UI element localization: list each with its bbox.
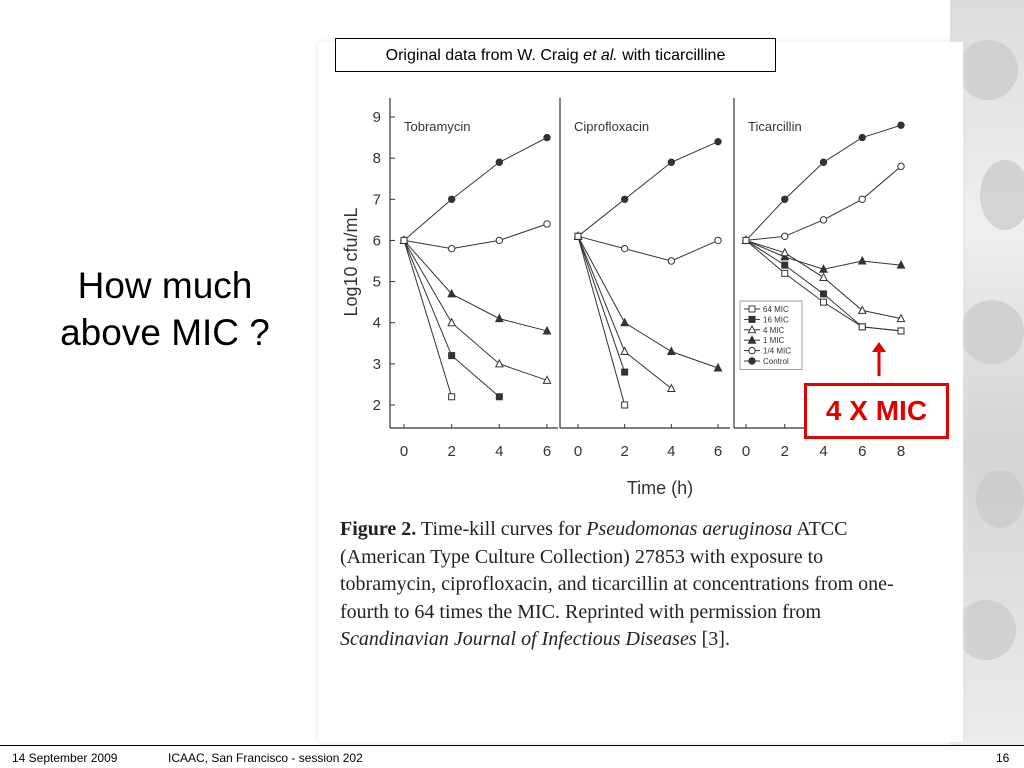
data-point <box>575 233 581 239</box>
x-tick-label: 0 <box>573 443 583 460</box>
data-point <box>621 245 627 251</box>
data-point <box>449 353 455 359</box>
source-note: Original data from W. Craig et al. with ticarcilline <box>335 38 776 72</box>
data-point <box>898 328 904 334</box>
data-point <box>544 134 550 140</box>
footer-date: 14 September 2009 <box>12 751 118 765</box>
y-tick-label: 7 <box>372 191 381 209</box>
data-point <box>749 306 755 312</box>
data-point <box>859 134 865 140</box>
data-point <box>448 319 455 326</box>
x-tick-label: 6 <box>542 443 552 460</box>
data-point <box>621 196 627 202</box>
data-point <box>782 233 788 239</box>
figure-caption: Figure 2. Time-kill curves for Pseudomonas aeruginosa ATCC (American Type Culture Collection) 27853 with exposure to tobramycin, ciprofloxacin, and ticarcillin at concentrations from one-fourth to 64 times the MIC. Reprinted with permission from Scandinavian Journal of Infectious Diseases [3]. <box>340 518 894 650</box>
panel-title-tobramycin: Tobramycin <box>404 119 471 134</box>
data-point <box>749 316 755 322</box>
data-point <box>621 348 628 355</box>
x-tick-label: 4 <box>819 443 828 460</box>
x-tick-label: 8 <box>896 443 906 460</box>
x-tick-label: 2 <box>620 443 629 460</box>
legend-entry-control: Control <box>763 357 789 366</box>
data-point <box>449 394 455 400</box>
x-tick-label: 0 <box>399 443 409 460</box>
series-line-4-mic <box>578 236 671 388</box>
legend-entry-1-mic: 1 MIC <box>763 336 785 346</box>
series-line-64-mic <box>404 240 452 396</box>
x-tick-label: 2 <box>447 443 456 460</box>
data-point <box>859 196 865 202</box>
data-point <box>496 394 502 400</box>
y-tick-label: 8 <box>372 150 381 168</box>
footer-divider <box>0 745 1024 746</box>
data-point <box>898 163 904 169</box>
data-point <box>668 159 674 165</box>
y-tick-label: 9 <box>372 109 381 126</box>
data-point <box>743 237 749 243</box>
data-point <box>715 138 721 144</box>
legend-entry-64-mic: 64 MIC <box>763 305 789 314</box>
x-axis-label: Time (h) <box>626 478 694 498</box>
data-point <box>820 273 827 280</box>
data-point <box>401 237 407 243</box>
x-tick-label: 4 <box>667 443 676 460</box>
data-point <box>821 291 827 297</box>
data-point <box>898 122 904 128</box>
question-line-2: above MIC ? <box>60 312 270 353</box>
data-point <box>820 159 826 165</box>
series-line-1-4-mic <box>578 236 718 261</box>
series-line-64-mic <box>578 236 625 405</box>
y-tick-label: 2 <box>372 397 381 414</box>
data-point <box>668 385 675 392</box>
x-tick-label: 6 <box>858 443 867 460</box>
callout-4x-mic: 4 X MIC <box>804 383 949 439</box>
arrow-up-icon <box>871 342 887 376</box>
x-tick-label: 4 <box>495 443 504 460</box>
data-point <box>821 299 827 305</box>
data-point <box>749 347 755 353</box>
x-tick-label: 6 <box>713 443 723 460</box>
series-line-1-mic <box>578 236 718 368</box>
y-tick-label: 6 <box>372 232 381 250</box>
data-point <box>448 196 454 202</box>
legend-entry-1-4-mic: 1/4 MIC <box>763 346 792 356</box>
data-point <box>622 402 628 408</box>
data-point <box>715 237 721 243</box>
footer-page-number: 16 <box>996 751 1010 765</box>
data-point <box>859 257 866 264</box>
data-point <box>859 306 866 313</box>
data-point <box>621 319 628 326</box>
series-line-1-4-mic <box>404 224 547 249</box>
data-point <box>859 324 865 330</box>
panel-title-ciprofloxacin: Ciprofloxacin <box>574 119 650 134</box>
y-tick-label: 5 <box>372 273 381 291</box>
data-point <box>668 258 674 264</box>
data-point <box>622 369 628 375</box>
y-tick-label: 4 <box>372 314 381 332</box>
series-line-1-mic <box>404 240 547 331</box>
x-tick-label: 0 <box>741 443 751 460</box>
data-point <box>496 360 503 367</box>
question-text <box>30 262 300 356</box>
series-line-16-mic <box>578 236 625 372</box>
data-point <box>496 237 502 243</box>
footer-event: ICAAC, San Francisco - session 202 <box>168 751 363 765</box>
legend-entry-16-mic: 16 MIC <box>763 315 789 325</box>
data-point <box>820 217 826 223</box>
data-point <box>496 159 502 165</box>
y-tick-label: 3 <box>372 355 381 373</box>
data-point <box>448 245 454 251</box>
data-point <box>496 315 503 322</box>
legend-entry-4-mic: 4 MIC <box>763 325 785 335</box>
panel-title-ticarcillin: Ticarcillin <box>748 119 802 134</box>
data-point <box>668 348 675 355</box>
series-line-1-4-mic <box>746 166 901 240</box>
data-point <box>749 358 755 364</box>
data-point <box>544 221 550 227</box>
y-axis-label: Log10 cfu/mL <box>341 207 361 317</box>
x-tick-label: 2 <box>780 443 789 460</box>
data-point <box>782 196 788 202</box>
series-line-control <box>578 142 718 237</box>
data-point <box>782 262 788 268</box>
series-line-control <box>404 138 547 241</box>
question-line-1: How much <box>77 265 253 306</box>
data-point <box>782 270 788 276</box>
